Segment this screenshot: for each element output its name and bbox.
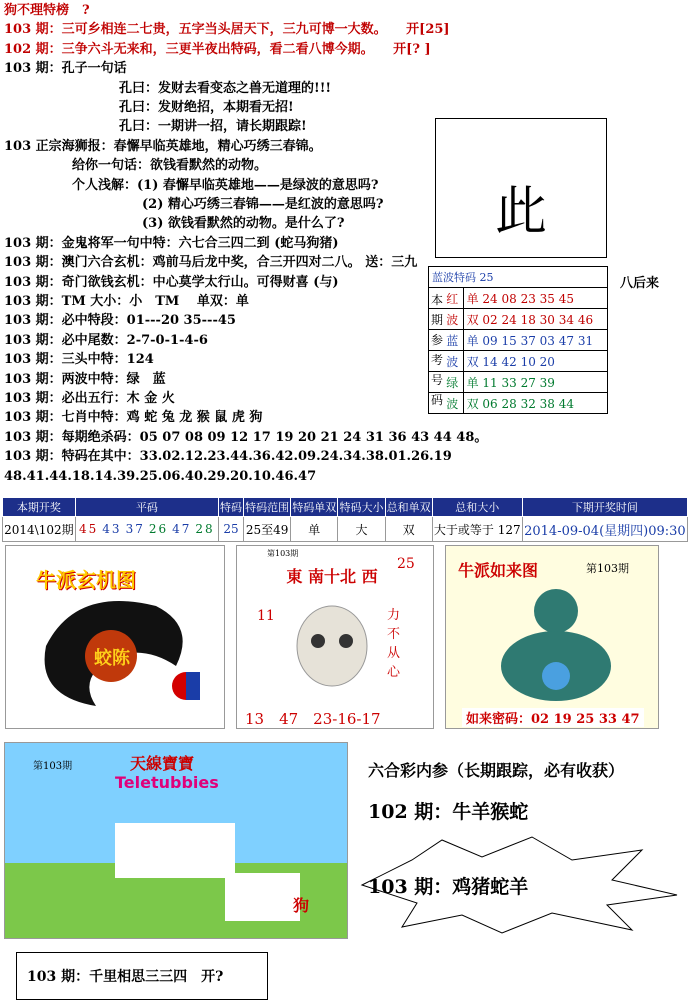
stats-period: 2014\102期 [3,517,76,542]
text-line: 103 期：金鬼将军一句中特：六七合三四二到 (蛇马狗猪) [4,235,339,251]
wave-color: 绿 [429,372,464,393]
color-table-row [429,351,608,372]
skull-icon [282,601,382,701]
stats-header: 特码 [218,498,243,517]
stats-header: 特码大小 [338,498,385,517]
flat-number: 28 [195,522,215,536]
stats-range: 25至49 [244,517,291,542]
text-line: 103 期：孔子一句话 [4,61,127,77]
panel3-period: 第103期 [586,562,629,575]
promo-period: 第103期 [33,761,73,772]
panel1-title: 牛派玄机图 [36,568,136,592]
stats-flat [75,517,218,542]
text-line: 狗不理特榜 ? [4,3,90,18]
panel3-nums: 如来密码：02 19 25 33 47 [462,708,644,727]
text-line: 103 期：两波中特：绿 蓝 [4,371,166,387]
text-line: 103 期：三可乡相连二七贵，五字当头居天下，三九可博一大数。 开[25] [4,22,450,38]
stats-table [2,497,688,542]
flat-number: 45 [79,522,99,536]
text-line: 103 期：每期绝杀码：05 07 08 09 12 17 19 20 21 24 31 36 43 44 48。 [4,429,488,445]
text-line: 103 期：澳门六合玄机：鸡前马后龙中奖，合三开四对二八。 送：三九 [4,255,418,271]
panel2-title: 第103期 [267,549,299,558]
stats-next-time: 2014-09-04(星期四)09:30 [522,517,687,542]
text-line: (2) 精心巧绣三春锦——是红波的意思吗? [142,197,384,212]
ci-character-box [435,118,607,258]
stats-header: 本期开奖 [3,498,76,517]
text-line: 103 期：必中尾数：2-7-0-1-4-6 [4,332,208,348]
white-block [115,823,235,878]
wave-color: 波 [429,309,464,330]
panel1-word: 蛟陈 [94,648,130,669]
period-103-text: 103 期：鸡猪蛇羊 [368,876,529,898]
panel2-dir: 東 南十北 西 [286,567,378,586]
stats-sum-size: 大于或等于 127 [432,517,522,542]
text-line: 103 期：TM 大小：小 TM 单双：单 [4,294,249,309]
white-block-2 [225,873,300,921]
wave-numbers: 双 06 28 32 38 44 [463,393,607,414]
panel-bull-skull [236,545,434,729]
period-102-text: 102 期：牛羊猴蛇 [368,801,529,823]
wave-color: 蓝 [429,330,464,351]
panel-rulai [445,545,659,729]
wave-color: 波 [429,351,464,372]
color-table-row [429,288,608,309]
color-table-row [429,309,608,330]
panel-xuanji [5,545,225,729]
ci-character: 此 [494,182,547,242]
stats-header: 特码范围 [244,498,291,517]
promo-dog: 狗 [293,896,310,915]
stats-header: 下期开奖时间 [522,498,687,517]
buddha-icon [486,581,626,706]
stats-special: 25 [218,517,243,542]
text-line: 给你一句话：欲钱看默然的动物。 [72,158,268,174]
color-wave-table [428,266,608,414]
text-line: 103 期：奇门欲钱玄机：中心莫学太行山。可得财喜 (与) [4,274,339,290]
stats-oddeven: 单 [291,517,338,542]
color-table-row [429,372,608,393]
text-line: 103 期：必出五行：木 金 火 [4,391,175,406]
promo-title: 天線寶寶 [130,754,195,773]
text-line: 103 期：七肖中特：鸡 蛇 兔 龙 猴 鼠 虎 狗 [4,410,263,426]
text-line: 孔曰：一期讲一招，请长期跟踪! [119,119,307,135]
stats-size: 大 [338,517,385,542]
panel2-left: 11 [257,608,275,624]
color-table-side: 本期参考号码 [431,293,444,407]
text-line: 103 正宗海狮报：春懈早临英雄地，精心巧绣三春锦。 [4,138,322,154]
flat-number: 26 [148,522,169,536]
text-line: 102 期：三争六斗无来和，三更半夜出特码，看二看八博今期。 开[? ] [4,41,431,57]
text-line: (3) 欲钱看默然的动物。是什么了? [142,216,345,232]
bottom-box-text: 103 期：千里相思三三四 开? [27,969,224,985]
panel3-title: 牛派如来图 [458,561,539,580]
panel2-bottom: 13 47 23-16-17 [245,710,381,728]
right-tail-text: 八后来 [620,276,660,291]
flat-number: 47 [172,522,192,536]
text-line: 103 期：必中特段：01---20 35---45 [4,313,236,329]
color-table-header: 蓝波特码 25 [429,267,608,288]
panel2-top: 25 [397,556,415,572]
stats-header: 总和单双 [385,498,432,517]
text-line: 孔曰：发财绝招，本期看无招! [119,100,294,115]
wave-numbers: 单 09 15 37 03 47 31 [463,330,607,351]
text-line: 103 期：特码在其中：33.02.12.23.44.36.42.09.24.34.38.01.26.19 [4,449,452,465]
panel-teletubbies [4,742,348,939]
wave-color: 波 [429,393,464,414]
flat-number: 43 [102,522,122,536]
neican-heading: 六合彩内参（长期跟踪，必有收获） [368,761,625,780]
flat-number: 37 [125,522,145,536]
color-table-row [429,330,608,351]
wave-numbers: 单 24 08 23 35 45 [463,288,607,309]
bottom-box [16,952,268,1000]
color-table-row [429,393,608,414]
text-line: 个人浅解：(1) 春懈早临英雄地——是绿波的意思吗? [72,177,379,193]
wave-numbers: 单 11 33 27 39 [463,372,607,393]
wave-numbers: 双 14 42 10 20 [463,351,607,372]
wave-numbers: 双 02 24 18 30 34 46 [463,309,607,330]
text-line: 48.41.44.18.14.39.25.06.40.29.20.10.46.47 [4,468,317,484]
text-line: 103 期：三头中特：124 [4,352,154,368]
wave-color: 红 [429,288,464,309]
panel2-right: 力不从心 [387,608,401,680]
stats-sum-oddeven: 双 [385,517,432,542]
promo-brand: Teletubbies [115,773,219,792]
stats-header: 总和大小 [432,498,522,517]
stats-header: 特码单双 [291,498,338,517]
stats-header: 平码 [75,498,218,517]
text-line: 孔曰：发财去看变态之兽无道理的!!! [119,80,332,96]
